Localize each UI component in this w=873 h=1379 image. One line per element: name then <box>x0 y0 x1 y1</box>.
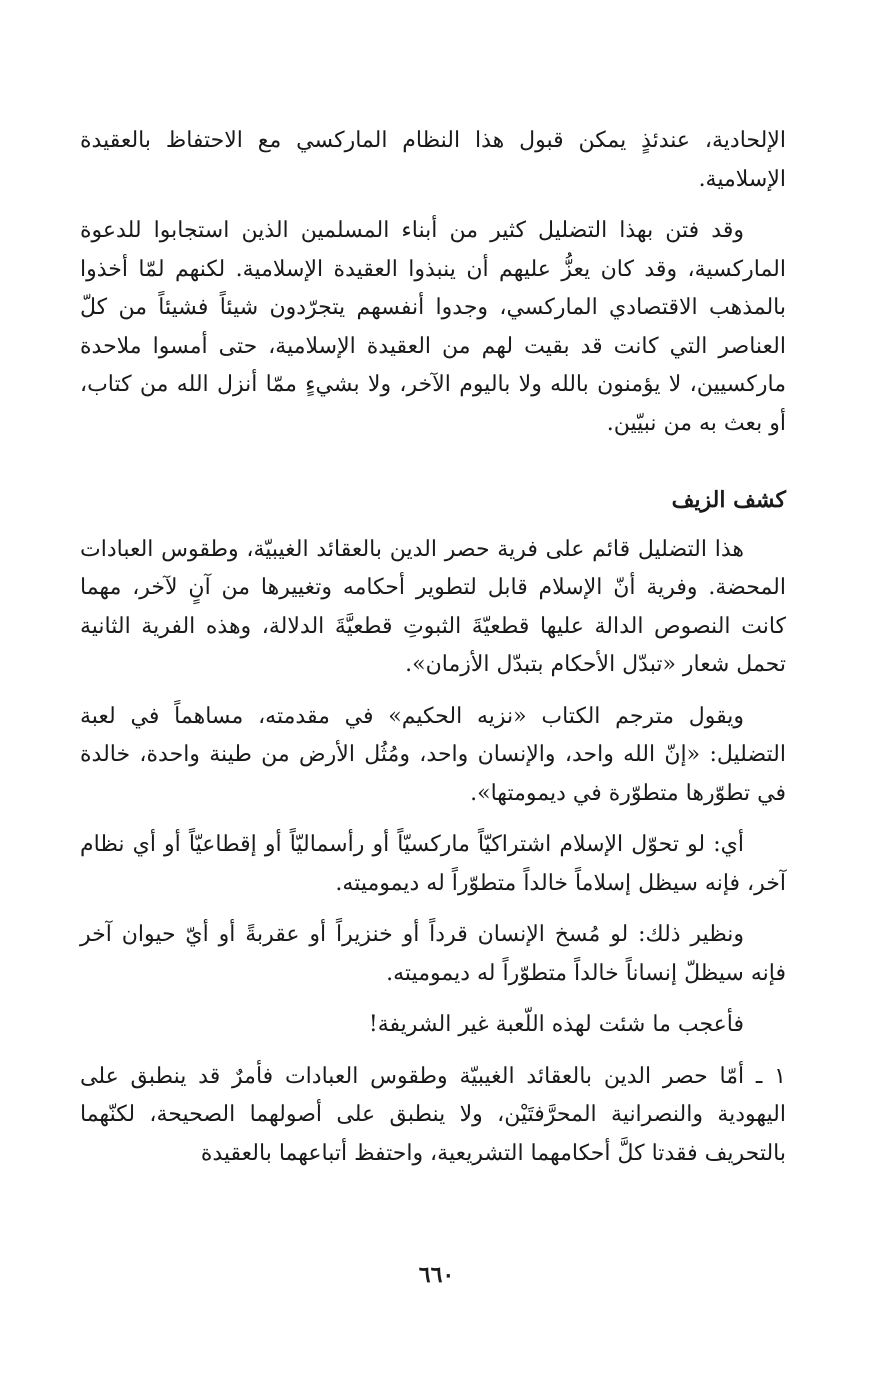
paragraph-2: وقد فتن بهذا التضليل كثير من أبناء المسلمين الذين استجابوا للدعوة الماركسية، وقد كان يعزُّ عليهم أن ينبذوا العقيدة الإسلامية. لكنهم لمّا أخذوا بالمذهب الاقتصادي الماركسي، وجدوا أنفسهم يتجرّدون شيئاً فشيئاً من كلّ العناصر التي كانت قد بقيت لهم من العقيدة الإسلامية، حتى أمسوا ملاحدة ماركسيين، لا يؤمنون بالله ولا باليوم الآخر، ولا بشيءٍ ممّا أنزل الله من كتاب، أو بعث به من نبيّين. <box>80 218 787 436</box>
paragraph-3: هذا التضليل قائم على فرية حصر الدين بالعقائد الغيبيّة، وطقوس العبادات المحضة. وفرية أنّ الإسلام قابل لتطوير أحكامه وتغييرها من آنٍ لآخر، مهما كانت النصوص الدالة عليها قطعيّةَ الثبوتِ قطعيَّةَ الدلالة، وهذه الفرية الثانية تحمل شعار «تبدّل الأحكام بتبدّل الأزمان». <box>80 536 787 677</box>
page-number: ٦٦٠ <box>418 1262 455 1288</box>
page-body <box>80 122 786 1186</box>
paragraph-6: ونظير ذلك: لو مُسخ الإنسان قرداً أو خنزيراً أو عقربةً أو أيّ حيوان آخر فإنه سيظلّ إنساناً خالداً متطوّراً له ديموميته. <box>80 922 786 986</box>
section-heading: كشف الزيف <box>671 487 786 513</box>
paragraph-4: ويقول مترجم الكتاب «نزيه الحكيم» في مقدمته، مساهماً في لعبة التضليل: «إنّ الله واحد، والإنسان واحد، ومُثُل الأرض من طينة واحدة، خالدة في تطوّرها متطوّرة في ديمومتها». <box>80 703 786 806</box>
paragraph-7: فأعجب ما شئت لهذه اللّعبة غير الشريفة! <box>368 1012 744 1037</box>
paragraph-8: ١ ـ أمّا حصر الدين بالعقائد الغيبيّة وطقوس العبادات فأمرٌ قد ينطبق على اليهودية والنصرانية المحرَّفتَيْن، ولا ينطبق على أصولهما الصحيحة، لكنّهما بالتحريف فقدتا كلَّ أحكامهما التشريعية، واحتفظ أتباعهما بالعقيدة <box>80 1063 786 1166</box>
paragraph-1: الإلحادية، عندئذٍ يمكن قبول هذا النظام الماركسي مع الاحتفاظ بالعقيدة الإسلامية. <box>80 128 786 192</box>
paragraph-5: أي: لو تحوّل الإسلام اشتراكيّاً ماركسيّاً أو رأسماليّاً أو إقطاعيّاً أو أي نظام آخر، فإنه سيظل إسلاماً خالداً متطوّراً له ديموميته. <box>80 832 786 896</box>
